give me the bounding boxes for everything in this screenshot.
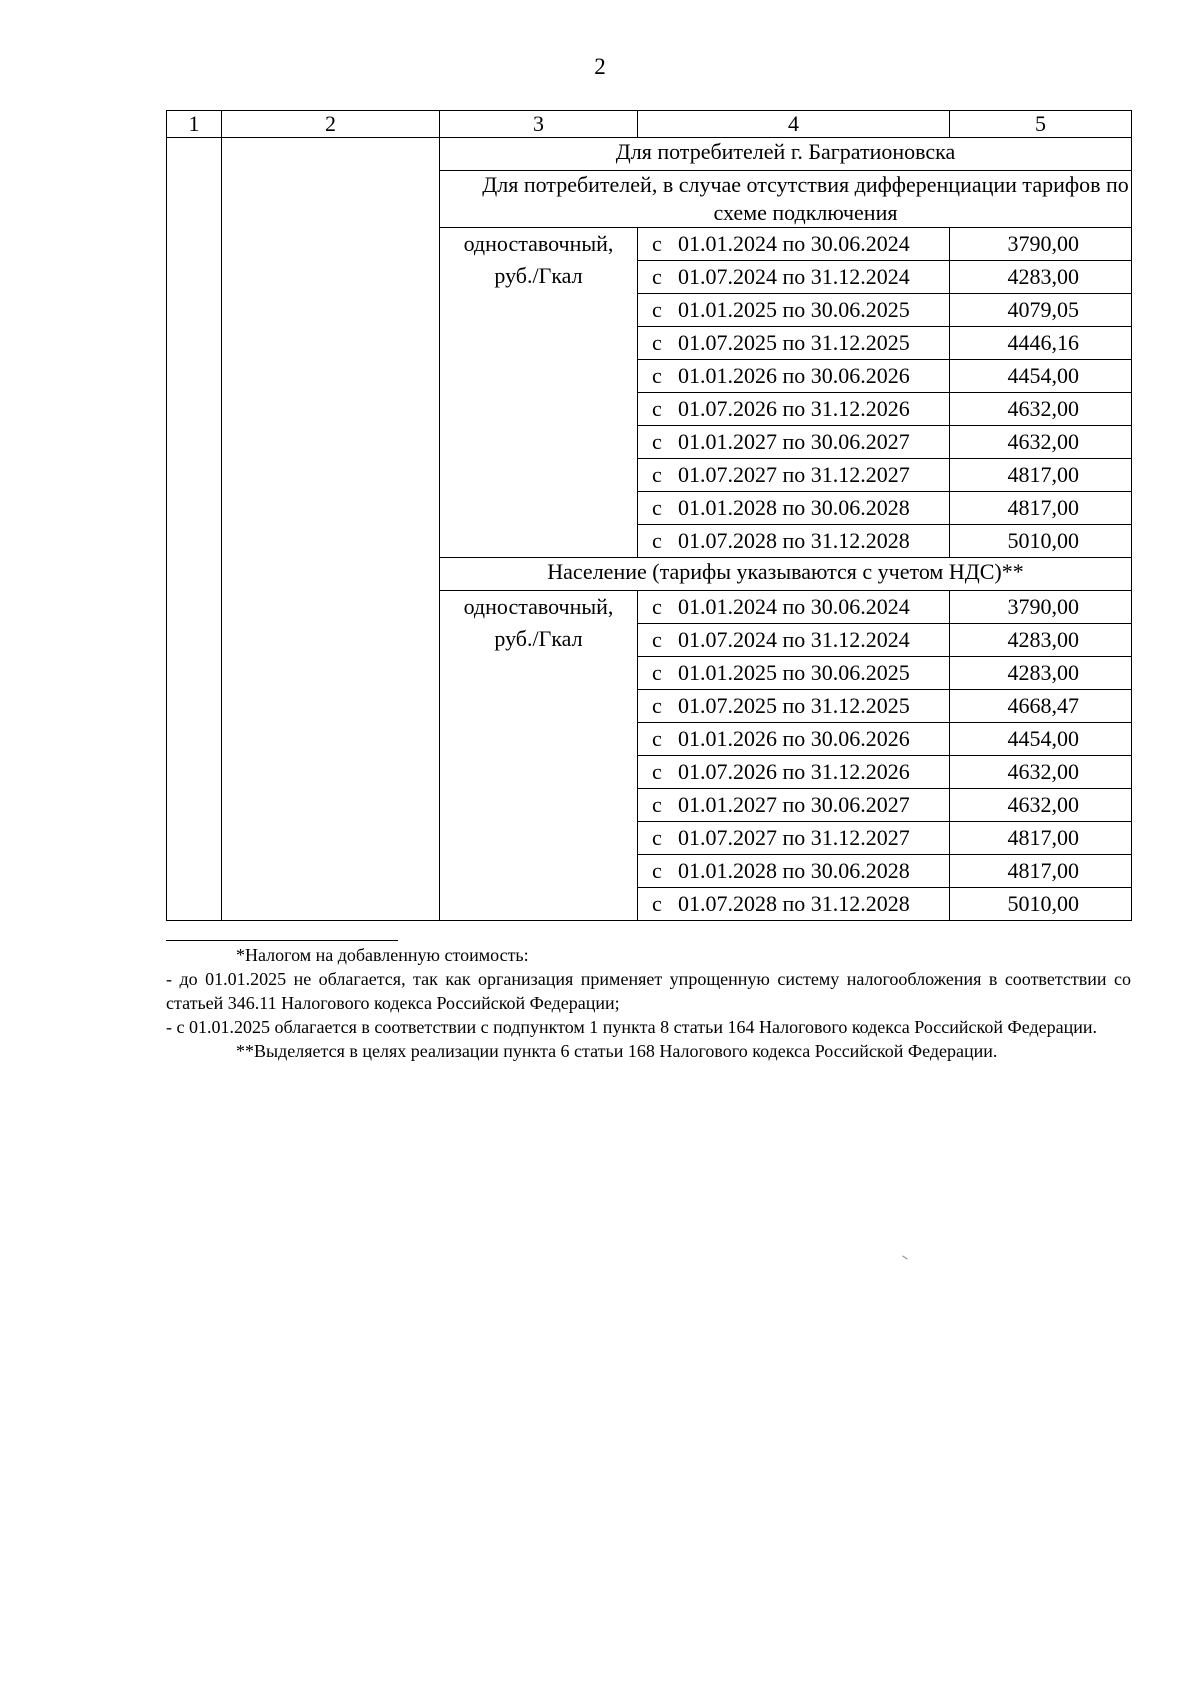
period-dates: 01.01.2026 по 30.06.2026	[678, 363, 910, 388]
period-prefix: с	[652, 396, 662, 421]
period-dates: 01.07.2027 по 31.12.2027	[678, 462, 910, 487]
tariff-table	[166, 110, 1132, 921]
period-prefix: с	[652, 693, 662, 718]
period-dates: 01.01.2027 по 30.06.2027	[678, 792, 910, 817]
tariff-value: 4817,00	[950, 855, 1132, 888]
tariff-period	[638, 657, 950, 690]
period-dates: 01.07.2028 по 31.12.2028	[678, 891, 910, 916]
tariff-value: 5010,00	[950, 888, 1132, 921]
period-prefix: с	[652, 231, 662, 256]
tariff-value: 3790,00	[950, 591, 1132, 624]
tariff-period	[638, 855, 950, 888]
tariff-period	[638, 228, 950, 261]
column-2-cell	[222, 138, 440, 921]
period-dates: 01.01.2024 по 30.06.2024	[678, 594, 910, 619]
tariff-period	[638, 690, 950, 723]
tariff-value: 4817,00	[950, 459, 1132, 492]
footnote-vat-allocation: **Выделяется в целях реализации пункта 6 статьи 168 Налогового кодекса Российской Федерации.	[236, 1041, 998, 1061]
tariff-value: 4632,00	[950, 393, 1132, 426]
tariff-value: 4454,00	[950, 360, 1132, 393]
tariff-period	[638, 756, 950, 789]
period-prefix: с	[652, 495, 662, 520]
page-number: 2	[594, 54, 606, 79]
period-prefix: с	[652, 330, 662, 355]
period-dates: 01.01.2025 по 30.06.2025	[678, 297, 910, 322]
period-prefix: с	[652, 627, 662, 652]
period-prefix: с	[652, 462, 662, 487]
period-prefix: с	[652, 264, 662, 289]
tariff-period	[638, 624, 950, 657]
column-number: 5	[950, 111, 1132, 138]
tariff-value: 5010,00	[950, 525, 1132, 558]
footnote-vat-title: *Налогом на добавленную стоимость:	[236, 945, 529, 965]
period-prefix: с	[652, 660, 662, 685]
column-number: 3	[440, 111, 638, 138]
tariff-period	[638, 294, 950, 327]
period-dates: 01.07.2024 по 31.12.2024	[678, 627, 910, 652]
footnote-vat-item-before-2025: - до 01.01.2025 не облагается, так как организация применяет упрощенную систему налогообложения в соответствии со статьей 346.11 Налогового кодекса Российской Федерации;	[166, 969, 1131, 1013]
tariff-value: 4632,00	[950, 789, 1132, 822]
footnotes	[166, 943, 1131, 1063]
column-number-row	[167, 111, 1132, 138]
tariff-period	[638, 459, 950, 492]
city-row	[167, 138, 1132, 171]
tariff-period	[638, 360, 950, 393]
period-dates: 01.07.2028 по 31.12.2028	[678, 528, 910, 553]
period-dates: 01.01.2025 по 30.06.2025	[678, 660, 910, 685]
tariff-period	[638, 789, 950, 822]
period-dates: 01.07.2024 по 31.12.2024	[678, 264, 910, 289]
tariff-period	[638, 822, 950, 855]
period-prefix: с	[652, 429, 662, 454]
period-prefix: с	[652, 528, 662, 553]
tariff-period	[638, 492, 950, 525]
column-1-cell	[167, 138, 222, 921]
period-prefix: с	[652, 363, 662, 388]
tariff-value: 4632,00	[950, 756, 1132, 789]
period-prefix: с	[652, 825, 662, 850]
period-dates: 01.07.2025 по 31.12.2025	[678, 330, 910, 355]
footnote-vat-item-from-2025: - с 01.01.2025 облагается в соответствии с подпунктом 1 пункта 8 статьи 164 Налогового кодекса Российской Федерации.	[166, 1017, 1097, 1037]
tariff-value: 4454,00	[950, 723, 1132, 756]
period-prefix: с	[652, 759, 662, 784]
period-prefix: с	[652, 726, 662, 751]
tariff-value: 4283,00	[950, 657, 1132, 690]
period-dates: 01.01.2024 по 30.06.2024	[678, 231, 910, 256]
tariff-period	[638, 525, 950, 558]
period-dates: 01.01.2027 по 30.06.2027	[678, 429, 910, 454]
section-title: Население (тарифы указываются с учетом НДС)**	[440, 558, 1132, 591]
tariff-value: 4079,05	[950, 294, 1132, 327]
tariff-value: 3790,00	[950, 228, 1132, 261]
tariff-value: 4446,16	[950, 327, 1132, 360]
column-number: 1	[167, 111, 222, 138]
period-dates: 01.07.2026 по 31.12.2026	[678, 396, 910, 421]
tariff-value: 4817,00	[950, 492, 1132, 525]
tariff-table-body	[167, 111, 1132, 921]
tariff-period	[638, 327, 950, 360]
period-dates: 01.01.2026 по 30.06.2026	[678, 726, 910, 751]
tariff-period	[638, 393, 950, 426]
tariff-type: одноставочный, руб./Гкал	[440, 228, 638, 558]
tariff-value: 4283,00	[950, 624, 1132, 657]
period-dates: 01.01.2028 по 30.06.2028	[678, 495, 910, 520]
period-prefix: с	[652, 297, 662, 322]
period-dates: 01.07.2025 по 31.12.2025	[678, 693, 910, 718]
period-prefix: с	[652, 594, 662, 619]
tariff-period	[638, 723, 950, 756]
tariff-value: 4668,47	[950, 690, 1132, 723]
period-dates: 01.07.2027 по 31.12.2027	[678, 825, 910, 850]
scan-speck	[902, 1255, 907, 1259]
column-number: 4	[638, 111, 950, 138]
tariff-value: 4283,00	[950, 261, 1132, 294]
tariff-type: одноставочный, руб./Гкал	[440, 591, 638, 921]
tariff-period	[638, 591, 950, 624]
tariff-value: 4632,00	[950, 426, 1132, 459]
tariff-period	[638, 261, 950, 294]
period-prefix: с	[652, 891, 662, 916]
period-dates: 01.01.2028 по 30.06.2028	[678, 858, 910, 883]
period-prefix: с	[652, 792, 662, 817]
period-prefix: с	[652, 858, 662, 883]
city-section-title: Для потребителей г. Багратионовска	[440, 138, 1132, 171]
tariff-value: 4817,00	[950, 822, 1132, 855]
footnote-separator	[166, 940, 398, 941]
section-title: Для потребителей, в случае отсутствия дифференциации тарифов по схеме подключения	[440, 171, 1132, 228]
column-number: 2	[222, 111, 440, 138]
tariff-period	[638, 888, 950, 921]
tariff-period	[638, 426, 950, 459]
period-dates: 01.07.2026 по 31.12.2026	[678, 759, 910, 784]
